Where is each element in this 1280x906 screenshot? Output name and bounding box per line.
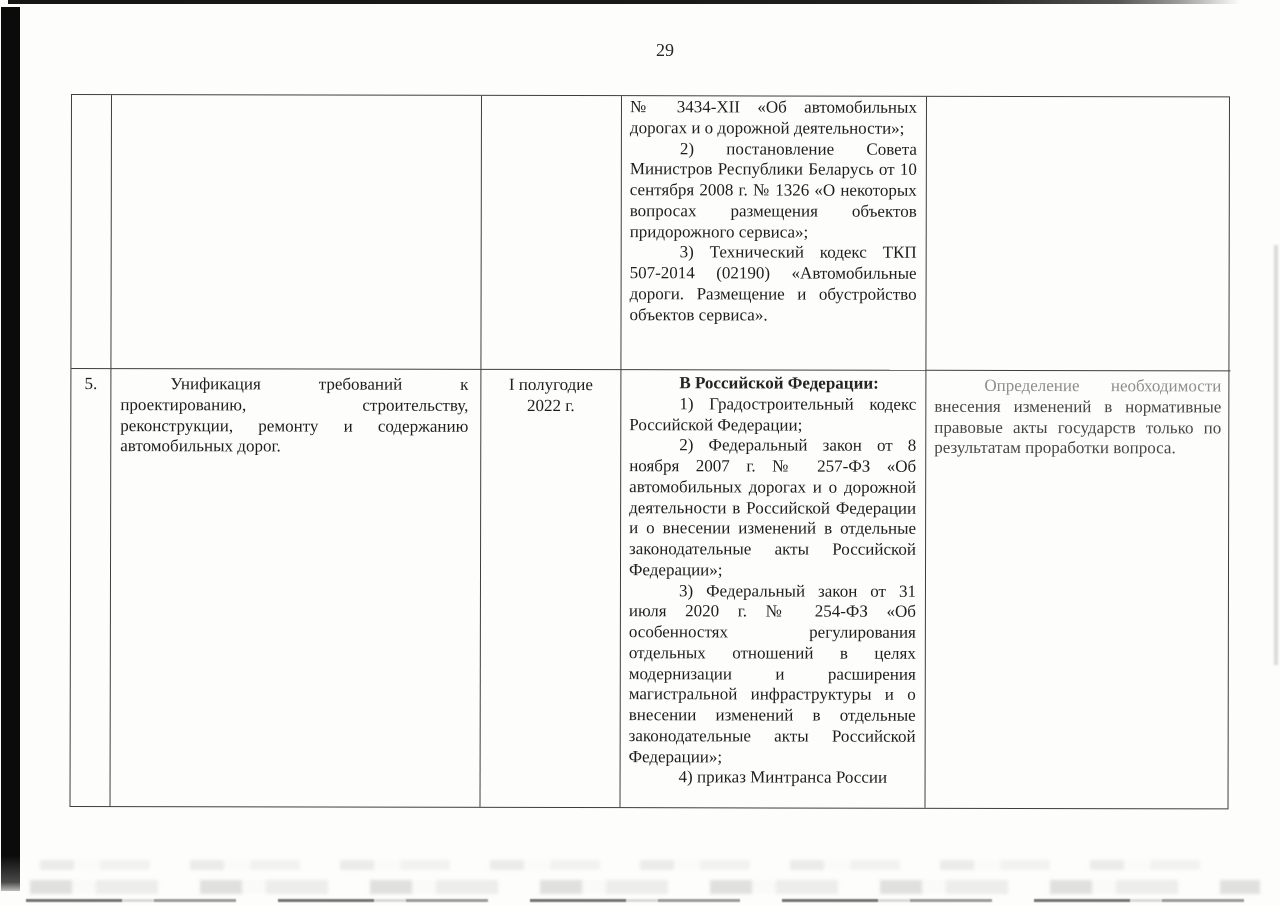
paragraph: № 3434-XII «Об автомобильных дорогах и о дорожной деятельности»; [629, 97, 917, 138]
expected-result-text: Определение необходимости внесения изменений в нормативные правовые акты государств только по результатам проработки вопроса. [934, 375, 1222, 458]
table-cell-number-empty [71, 95, 111, 368]
table-cell-period-empty [480, 96, 621, 369]
table-cell-measure-empty [110, 95, 481, 369]
paragraph: 4) приказ Минтранса России [678, 767, 888, 787]
paragraph: 2) Федеральный закон от 8 ноября 2007 г. № 257-ФЗ «Об автомобильных дорогах и о дорожной деятельности в Российской Федерации и о внесении изменений в отдельные законодательные акты Российской Федерации»; [628, 435, 917, 580]
paragraph: 1) Градостроительный кодекс Российской Федерации; [629, 394, 917, 435]
table-cell-expected-result [925, 370, 1231, 809]
legal-acts-heading: В Российской Федерации: [679, 373, 879, 393]
period-text: I полугодие 2022 г. [508, 374, 593, 415]
table-cell-row-number: 5. [71, 368, 111, 806]
paragraph: 3) Федеральный закон от 31 июля 2020 г. № 254-ФЗ «Об особенностях регулирования отдельных отношений в целях модернизации и расширения магистральной инфраструктуры и о внесении изменений в отдельные законодательные акты Российской Федерации»; [628, 580, 916, 766]
paragraph: 3) Технический кодекс ТКП 507-2014 (02190) «Автомобильные дороги. Размещение и обустройство объектов сервиса». [629, 242, 917, 324]
table-cell-legal-acts-continuation [620, 96, 926, 370]
table-cell-period [480, 369, 621, 807]
table-cell-measure [110, 368, 481, 807]
table-cell-legal-acts [620, 369, 926, 808]
measure-text: Унификация требований к проектированию, строительству, реконструкции, ремонту и содержанию автомобильных дорог. [120, 374, 469, 456]
legal-acts-list [629, 394, 917, 789]
page-number: 29 [656, 40, 674, 60]
measures-table [70, 94, 1230, 809]
paragraph: 2) постановление Совета Министров Республики Беларусь от 10 сентября 2008 г. № 1326 «О некоторых вопросах размещения объектов придорожного сервиса»; [629, 138, 917, 242]
table-cell-result-empty [925, 97, 1231, 371]
